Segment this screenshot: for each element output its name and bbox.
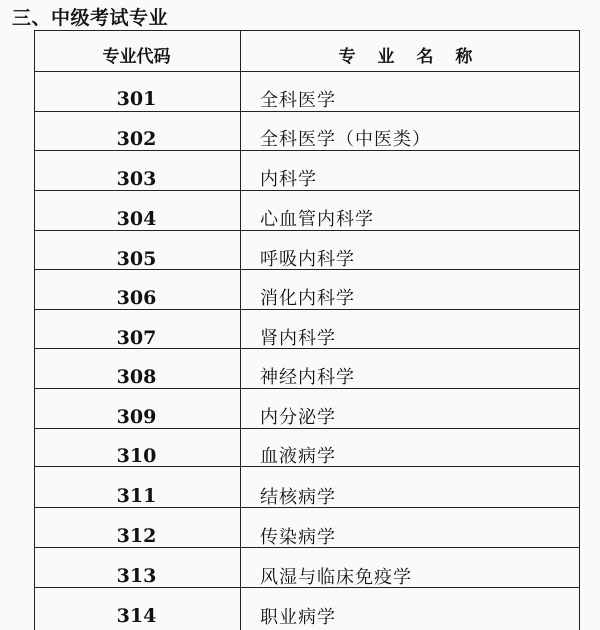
specialty-name: 消化内科学 <box>260 288 355 309</box>
table-row <box>34 72 580 112</box>
specialty-code: 305 <box>116 248 157 270</box>
table-row <box>34 310 580 349</box>
specialty-code: 308 <box>116 366 157 388</box>
specialty-name: 全科医学 <box>260 90 336 111</box>
table-row <box>34 389 580 429</box>
specialty-code: 312 <box>116 525 157 547</box>
table-row <box>34 466 580 508</box>
specialty-name: 全科医学（中医类） <box>260 129 431 150</box>
table-row <box>34 508 580 548</box>
header-name: 专 业 名 称 <box>338 47 481 67</box>
specialty-name: 神经内科学 <box>260 367 355 388</box>
specialty-code: 314 <box>116 605 157 627</box>
specialty-name: 传染病学 <box>260 527 336 548</box>
specialty-name: 职业病学 <box>260 607 336 628</box>
table-row <box>34 191 580 231</box>
specialty-code: 313 <box>116 565 157 587</box>
specialty-code: 310 <box>116 445 157 467</box>
specialty-code: 301 <box>116 88 157 110</box>
specialty-name: 呼吸内科学 <box>260 249 355 270</box>
table-header-row <box>34 30 580 72</box>
specialty-name: 结核病学 <box>260 487 336 508</box>
specialty-code: 304 <box>116 208 157 230</box>
table-row <box>34 548 580 588</box>
table-row <box>34 151 580 191</box>
specialty-code: 306 <box>116 287 157 309</box>
specialty-name: 肾内科学 <box>260 328 336 349</box>
table-row <box>34 270 580 310</box>
specialty-table <box>34 30 580 630</box>
specialty-name: 心血管内科学 <box>260 209 374 230</box>
table-row <box>34 349 580 389</box>
specialty-name: 内分泌学 <box>260 407 336 428</box>
specialty-code: 309 <box>116 406 157 428</box>
specialty-code: 307 <box>116 327 157 349</box>
header-code: 专业代码 <box>102 47 171 67</box>
section-title: 三、中级考试专业 <box>12 7 169 29</box>
table-row <box>34 231 580 270</box>
specialty-name: 内科学 <box>260 169 317 190</box>
specialty-code: 303 <box>116 168 157 190</box>
specialty-name: 血液病学 <box>260 446 336 467</box>
table-row <box>34 429 580 466</box>
specialty-name: 风湿与临床免疫学 <box>260 567 412 588</box>
specialty-code: 302 <box>116 128 157 150</box>
table-row <box>34 588 580 630</box>
specialty-code: 311 <box>116 485 157 507</box>
table-row <box>34 112 580 151</box>
